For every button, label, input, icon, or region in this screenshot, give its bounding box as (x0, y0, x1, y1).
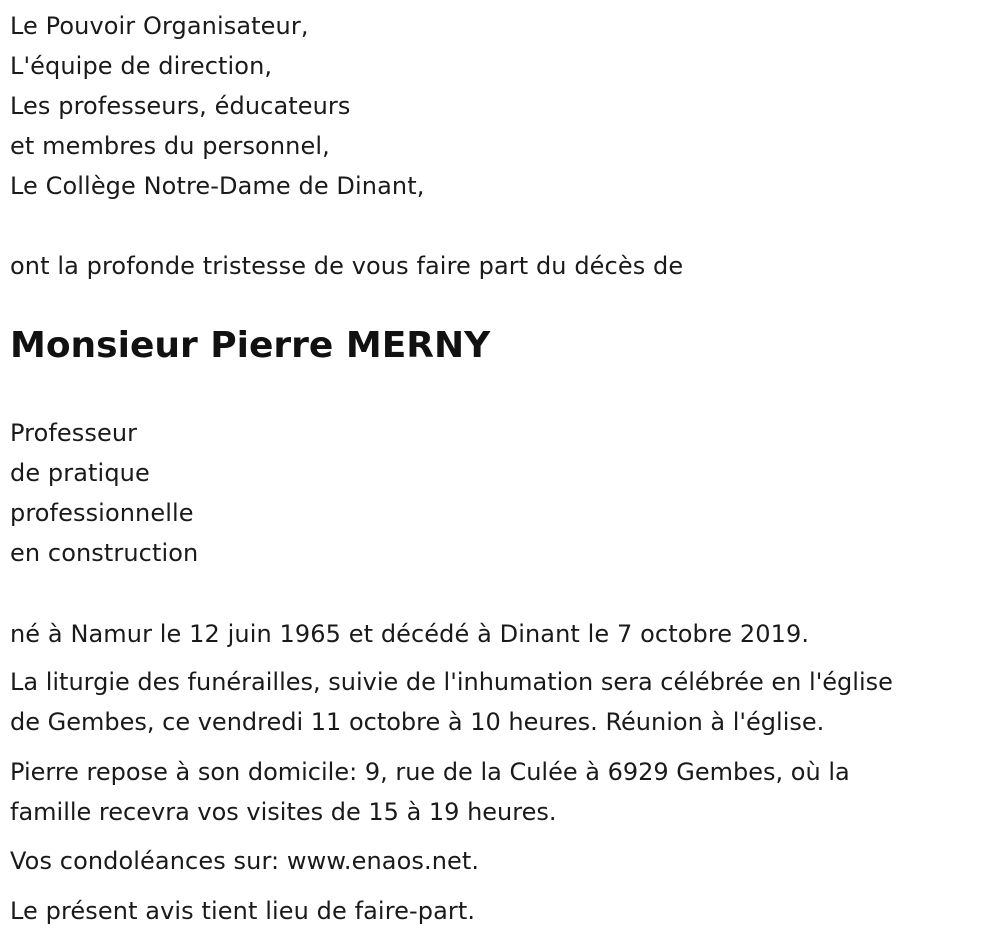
closing-text: Le présent avis tient lieu de faire-part. (10, 897, 476, 925)
role-line-2: de pratique (10, 459, 150, 487)
intro-text: ont la profonde tristesse de vous faire part du décès de (10, 252, 684, 280)
role-line-1: Professeur (10, 419, 138, 447)
funeral-line-2: de Gembes, ce vendredi 11 octobre à 10 heures. Réunion à l'église. (10, 708, 825, 736)
funeral-line-1: La liturgie des funérailles, suivie de l'inhumation sera célébrée en l'église (10, 668, 893, 696)
sender-line-1: Le Pouvoir Organisateur, (10, 12, 309, 40)
home-line-2: famille recevra vos visites de 15 à 19 heures. (10, 798, 557, 826)
role-line-3: professionnelle (10, 499, 194, 527)
sender-line-2: L'équipe de direction, (10, 52, 273, 80)
birth-death-text: né à Namur le 12 juin 1965 et décédé à Dinant le 7 octobre 2019. (10, 620, 810, 648)
deceased-name: Monsieur Pierre MERNY (10, 325, 491, 366)
sender-line-4: et membres du personnel, (10, 132, 330, 160)
funeral-paragraph (10, 662, 990, 742)
death-notice (10, 0, 990, 946)
home-line-1: Pierre repose à son domicile: 9, rue de la Culée à 6929 Gembes, où la (10, 758, 850, 786)
home-paragraph (10, 752, 990, 832)
sender-line-5: Le Collège Notre-Dame de Dinant, (10, 172, 425, 200)
sender-line-3: Les professeurs, éducateurs (10, 92, 351, 120)
condolences-text: Vos condoléances sur: www.enaos.net. (10, 847, 480, 875)
role-line-4: en construction (10, 539, 199, 567)
